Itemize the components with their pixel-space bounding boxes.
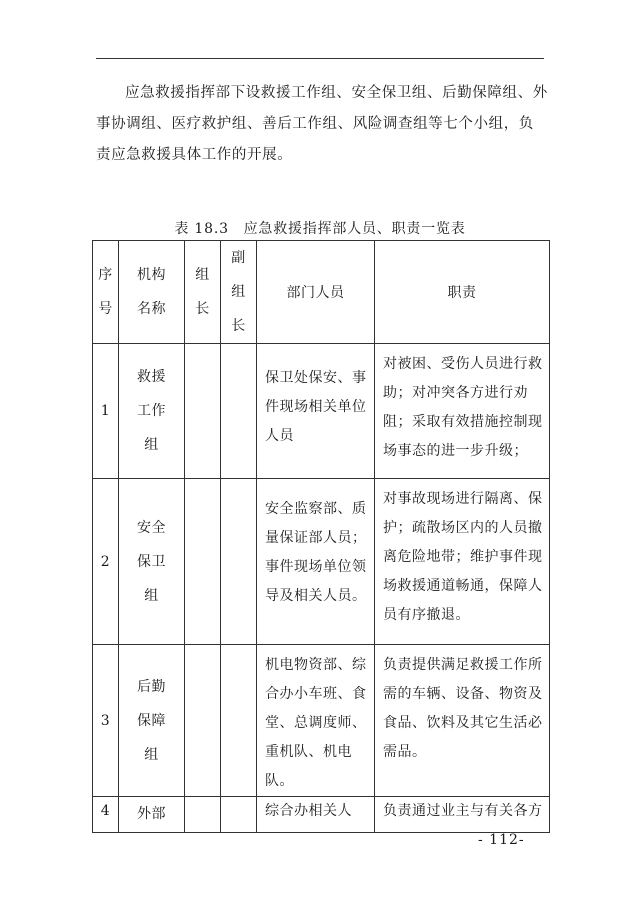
header-rule bbox=[96, 58, 544, 59]
row-members: 机电物资部、综合办小车班、食堂、总调度师、重机队、机电队。 bbox=[257, 645, 375, 797]
row-leader bbox=[185, 797, 221, 833]
table-row bbox=[93, 344, 550, 479]
table-row bbox=[93, 797, 550, 833]
row-members: 保卫处保安、事件现场相关单位人员 bbox=[257, 344, 375, 479]
row-deputy bbox=[221, 797, 257, 833]
header-leader: 组 长 bbox=[185, 241, 221, 344]
row-duties: 负责通过业主与有关各方 bbox=[375, 797, 550, 833]
row-duties: 对事故现场进行隔离、保护；疏散场区内的人员撤离危险地带；维护事件现场救援通道畅通，保障人员有序撤退。 bbox=[375, 479, 550, 645]
page-number: - 112- bbox=[478, 832, 525, 848]
table-row bbox=[93, 479, 550, 645]
row-deputy bbox=[221, 645, 257, 797]
row-leader bbox=[185, 645, 221, 797]
row-org: 后勤 保障 组 bbox=[119, 645, 185, 797]
table-header-row bbox=[93, 241, 550, 344]
row-deputy bbox=[221, 479, 257, 645]
header-org: 机构 名称 bbox=[119, 241, 185, 344]
row-org: 救援 工作 组 bbox=[119, 344, 185, 479]
row-duties: 负责提供满足救援工作所需的车辆、设备、物资及食品、饮料及其它生活必需品。 bbox=[375, 645, 550, 797]
row-org: 安全 保卫 组 bbox=[119, 479, 185, 645]
header-deputy: 副 组 长 bbox=[221, 241, 257, 344]
row-seq: 1 bbox=[93, 344, 119, 479]
row-duties: 对被困、受伤人员进行救助；对冲突各方进行劝阻；采取有效措施控制现场事态的进一步升级； bbox=[375, 344, 550, 479]
header-members: 部门人员 bbox=[257, 241, 375, 344]
row-leader bbox=[185, 479, 221, 645]
row-members: 安全监察部、质量保证部人员；事件现场单位领导及相关人员。 bbox=[257, 479, 375, 645]
duty-table bbox=[92, 240, 550, 833]
row-seq: 4 bbox=[93, 797, 119, 833]
table-caption: 表 18.3 应急救援指挥部人员、职责一览表 bbox=[174, 221, 466, 237]
header-duties: 职责 bbox=[375, 241, 550, 344]
row-org: 外部 bbox=[119, 797, 185, 833]
row-members: 综合办相关人 bbox=[257, 797, 375, 833]
row-seq: 2 bbox=[93, 479, 119, 645]
body-paragraph: 应急救援指挥部下设救援工作组、安全保卫组、后勤保障组、外事协调组、医疗救护组、善后工作组、风险调查组等七个小组，负责应急救援具体工作的开展。 bbox=[96, 85, 548, 163]
header-seq: 序 号 bbox=[93, 241, 119, 344]
table-row bbox=[93, 645, 550, 797]
row-leader bbox=[185, 344, 221, 479]
row-deputy bbox=[221, 344, 257, 479]
row-seq: 3 bbox=[93, 645, 119, 797]
